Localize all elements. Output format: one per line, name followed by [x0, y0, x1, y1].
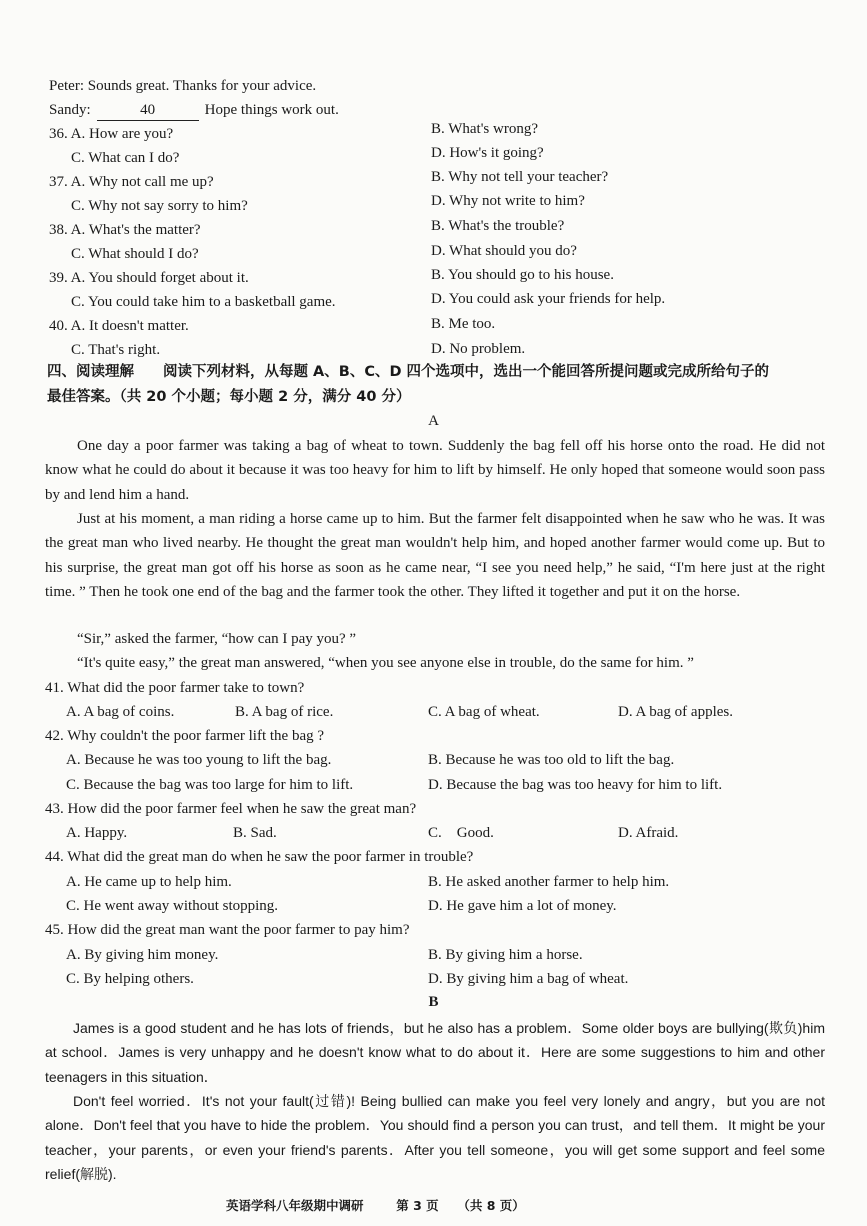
q40-option-c: C. That's right.: [71, 342, 161, 358]
footer-course: 英语学科八年级期中调研: [226, 1198, 364, 1213]
section4-heading-line1: 四、阅读理解 阅读下列材料，从每题 A、B、C、D 四个选项中，选出一个能回答所提问题或完成所给句子的: [47, 364, 770, 380]
q43-option-a: A. Happy.: [66, 825, 128, 841]
q37-option-a: 37. A. Why not call me up?: [49, 174, 214, 190]
q42-option-c: C. Because the bag was too large for him to lift.: [66, 777, 354, 793]
q41-option-c: C. A bag of wheat.: [428, 704, 540, 720]
q45-stem: 45. How did the great man want the poor farmer to pay him?: [45, 922, 410, 938]
section4-heading-line2: 最佳答案。（共 20 个小题；每小题 2 分，满分 40 分）: [47, 389, 411, 405]
passage-a-label: A: [428, 413, 439, 429]
q42-option-a: A. Because he was too young to lift the bag.: [66, 752, 332, 768]
dialogue-sandy-line: [49, 100, 339, 121]
q38-option-a: 38. A. What's the matter?: [49, 222, 201, 238]
q42-stem: 42. Why couldn't the poor farmer lift the bag ?: [45, 728, 325, 744]
q44-option-b: B. He asked another farmer to help him.: [428, 874, 670, 890]
q37-option-c: C. Why not say sorry to him?: [71, 198, 248, 214]
q37-option-d: D. Why not write to him?: [431, 193, 585, 209]
q41-option-a: A. A bag of coins.: [66, 704, 175, 720]
q38-option-b: B. What's the trouble?: [431, 218, 565, 234]
q36-option-a: 36. A. How are you?: [49, 126, 174, 142]
q40-option-b: B. Me too.: [431, 316, 496, 332]
q43-stem: 43. How did the poor farmer feel when he saw the great man?: [45, 801, 417, 817]
q45-option-a: A. By giving him money.: [66, 947, 219, 963]
q36-option-d: D. How's it going?: [431, 145, 544, 161]
q44-stem: 44. What did the great man do when he saw the poor farmer in trouble?: [45, 849, 474, 865]
q36-option-b: B. What's wrong?: [431, 121, 538, 137]
q43-option-c: C. Good.: [428, 825, 494, 841]
q41-option-d: D. A bag of apples.: [618, 704, 733, 720]
q41-stem: 41. What did the poor farmer take to town?: [45, 680, 305, 696]
q39-option-d: D. You could ask your friends for help.: [431, 291, 666, 307]
q45-option-d: D. By giving him a bag of wheat.: [428, 971, 629, 987]
q45-option-b: B. By giving him a horse.: [428, 947, 583, 963]
q39-option-b: B. You should go to his house.: [431, 267, 614, 283]
q43-option-b: B. Sad.: [233, 825, 277, 841]
passage-b-paragraph-2: Don't feel worried．It's not your fault(过错)! Being bullied can make you feel very lonely and angry，but you are not alone．Don't feel that you have to hide the problem．You should find a person you can trust，and tell them．It might be your teacher，your parents，or even your friend's parents．After you tell someone，you will get some support and feel some relief(解脱).: [45, 1093, 825, 1182]
q42-option-b: B. Because he was too old to lift the bag.: [428, 752, 675, 768]
q36-option-c: C. What can I do?: [71, 150, 180, 166]
q38-option-c: C. What should I do?: [71, 246, 199, 262]
passage-a-paragraph-3: “Sir,” asked the farmer, “how can I pay you? ”: [77, 631, 357, 647]
passage-a-paragraph-1: One day a poor farmer was taking a bag of wheat to town. Suddenly the bag fell off his horse onto the road. He did not know what he could do about it because it was too heavy for him to lift by himself. He only hoped that someone would soon pass by and lend him a hand.: [45, 438, 825, 503]
q44-option-c: C. He went away without stopping.: [66, 898, 279, 914]
footer-page-number: 第 3 页: [396, 1198, 439, 1213]
q39-option-a: 39. A. You should forget about it.: [49, 270, 249, 286]
dialogue-peter-line: Peter: Sounds great. Thanks for your advice.: [49, 78, 317, 94]
passage-b-label: B: [428, 994, 439, 1010]
q39-option-c: C. You could take him to a basketball game.: [71, 294, 336, 310]
passage-a-paragraph-2: Just at his moment, a man riding a horse came up to him. But the farmer felt disappointed when he saw who he was. It was the great man who lived nearby. He thought the great man wouldn't help him, and hoped another farmer would come up. But to his surprise, the great man got off his horse as soon as he came near, “I see you need help,” he said, “I'm here just at the right time. ” Then he took one end of the bag and the farmer took the other. They lifted it together and put it on the horse.: [45, 511, 825, 600]
sandy-speaker: Sandy:: [49, 102, 91, 118]
sandy-after-text: Hope things work out.: [204, 102, 339, 118]
q40-option-a: 40. A. It doesn't matter.: [49, 318, 189, 334]
q37-option-b: B. Why not tell your teacher?: [431, 169, 609, 185]
q38-option-d: D. What should you do?: [431, 243, 577, 259]
q45-option-c: C. By helping others.: [66, 971, 194, 987]
passage-b-paragraph-1: James is a good student and he has lots of friends，but he also has a problem．Some older boys are bullying(欺负)him at school．James is very unhappy and he doesn't know what to do about it．Here are some suggestions to him and other teenagers in this situation．: [45, 1020, 825, 1085]
answer-blank-40: 40: [97, 100, 199, 121]
q44-option-d: D. He gave him a lot of money.: [428, 898, 617, 914]
q41-option-b: B. A bag of rice.: [235, 704, 334, 720]
footer-total-pages: （共 8 页）: [457, 1198, 525, 1213]
page-footer: [226, 1196, 525, 1216]
passage-a-paragraph-4: “It's quite easy,” the great man answered, “when you see anyone else in trouble, do the same for him. ”: [77, 655, 694, 671]
q42-option-d: D. Because the bag was too heavy for him to lift.: [428, 777, 723, 793]
q44-option-a: A. He came up to help him.: [66, 874, 232, 890]
q43-option-d: D. Afraid.: [618, 825, 679, 841]
q40-option-d: D. No problem.: [431, 341, 526, 357]
